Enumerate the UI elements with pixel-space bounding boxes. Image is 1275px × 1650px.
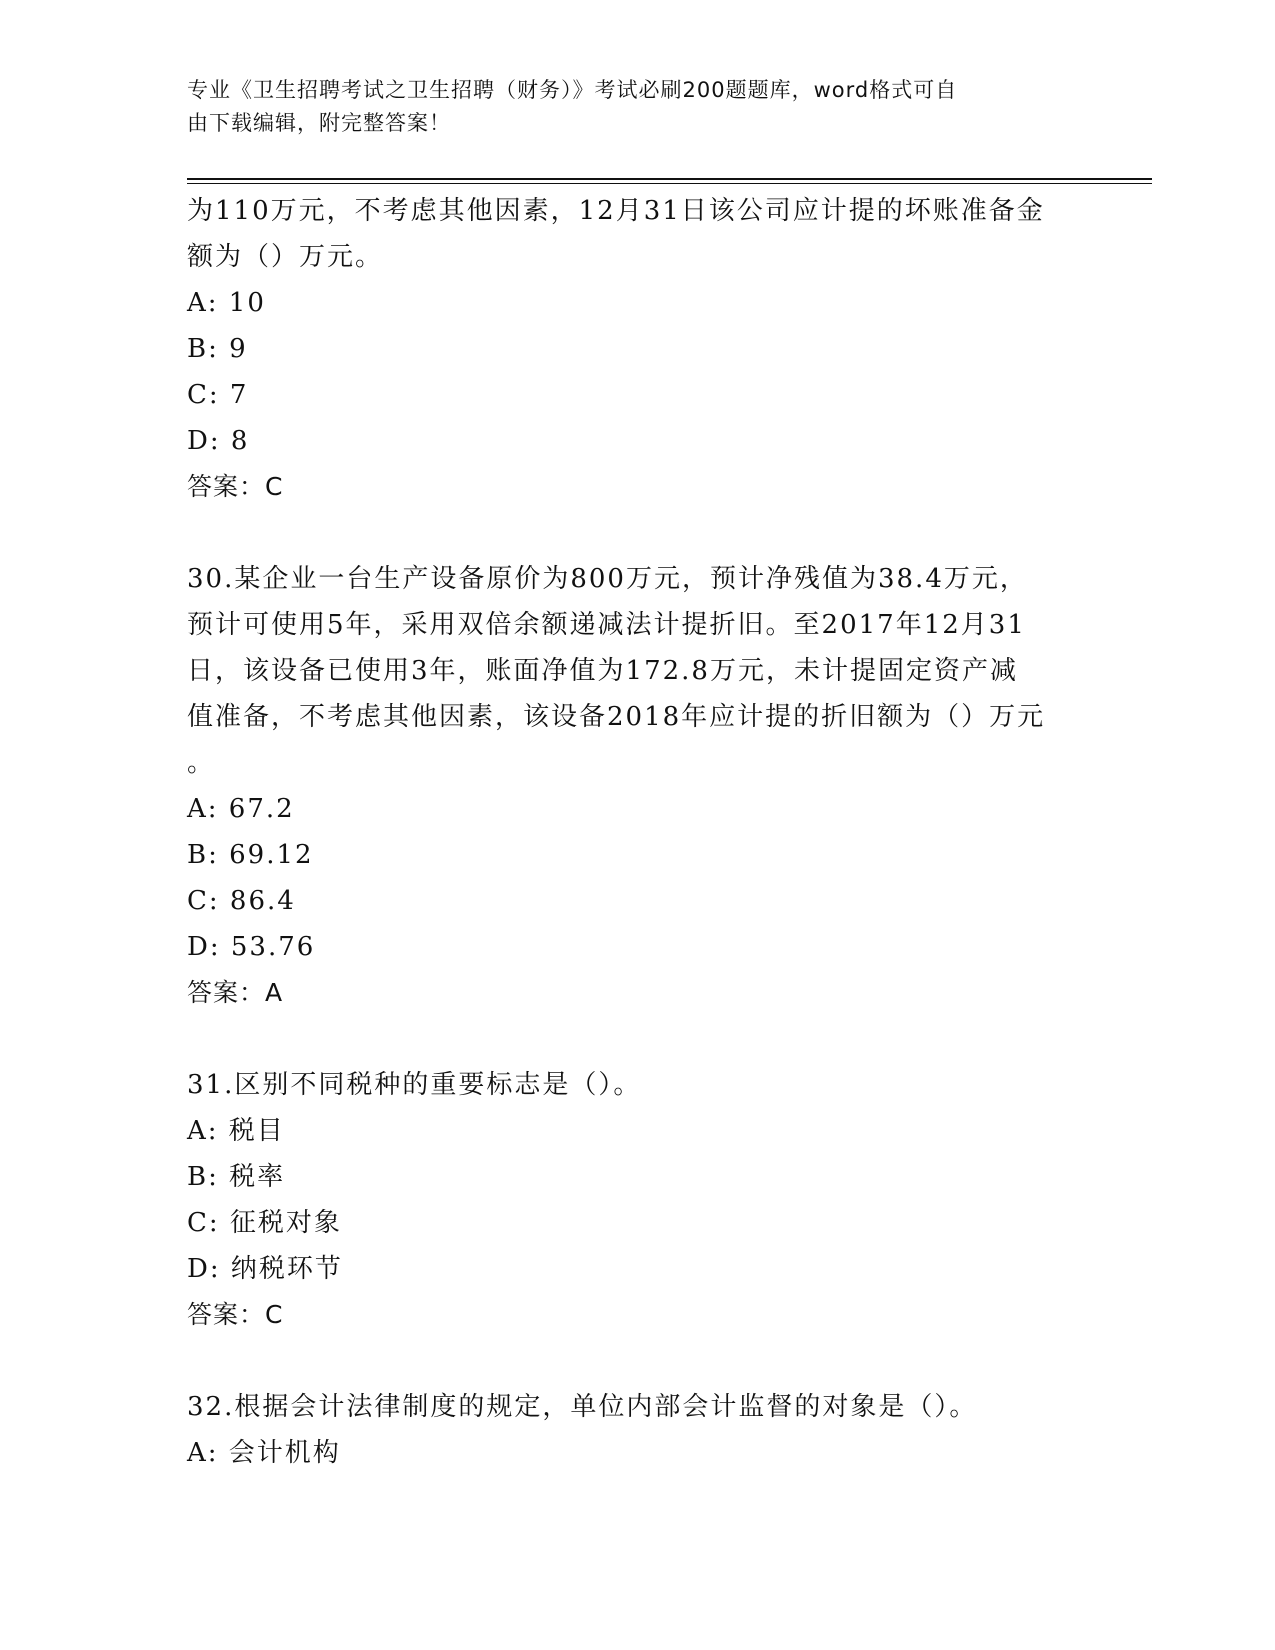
option-a: A: 67.2: [187, 794, 295, 824]
spacer: [187, 510, 1087, 556]
header-line-1: 专业《卫生招聘考试之卫生招聘（财务）》考试必刷200题题库，word格式可自: [187, 78, 958, 102]
question-29: [187, 188, 1087, 510]
option-c: C: 征税对象: [187, 1208, 342, 1238]
option-d: D: 53.76: [187, 932, 316, 962]
question-stem-line: 32.根据会计法律制度的规定，单位内部会计监督的对象是（）。: [187, 1392, 978, 1422]
option-b: B: 69.12: [187, 840, 314, 870]
header-rule-thick: [187, 178, 1152, 180]
document-header: [187, 74, 1067, 140]
answer-line: 答案：A: [187, 978, 284, 1007]
answer-line: 答案：C: [187, 1300, 284, 1329]
question-31: [187, 1062, 1087, 1338]
option-b: B: 税率: [187, 1162, 286, 1192]
question-stem-line: 额为（）万元。: [187, 242, 384, 272]
question-stem-line: 30.某企业一台生产设备原价为800万元，预计净残值为38.4万元，: [187, 564, 1028, 594]
spacer: [187, 1338, 1087, 1384]
option-c: C: 7: [187, 380, 249, 410]
question-30: [187, 556, 1087, 1016]
option-b: B: 9: [187, 334, 248, 364]
option-a: A: 税目: [187, 1116, 285, 1146]
option-d: D: 纳税环节: [187, 1254, 343, 1284]
option-d: D: 8: [187, 426, 250, 456]
option-a: A: 10: [187, 288, 266, 318]
question-stem-line: 。: [187, 748, 216, 778]
question-stem-line: 预计可使用5年，采用双倍余额递减法计提折旧。至2017年12月31: [187, 610, 1026, 640]
question-stem-line: 31.区别不同税种的重要标志是（）。: [187, 1070, 642, 1100]
question-32: [187, 1384, 1087, 1476]
spacer: [187, 1016, 1087, 1062]
header-line-2: 由下载编辑，附完整答案！: [187, 111, 451, 135]
option-c: C: 86.4: [187, 886, 296, 916]
question-stem-line: 为110万元，不考虑其他因素，12月31日该公司应计提的坏账准备金: [187, 196, 1045, 226]
option-a: A: 会计机构: [187, 1438, 341, 1468]
question-stem-line: 值准备，不考虑其他因素，该设备2018年应计提的折旧额为（）万元: [187, 702, 1046, 732]
question-stem-line: 日，该设备已使用3年，账面净值为172.8万元，未计提固定资产减: [187, 656, 1018, 686]
header-rule-thin: [187, 183, 1152, 184]
question-content: [187, 188, 1087, 1476]
answer-line: 答案：C: [187, 472, 284, 501]
